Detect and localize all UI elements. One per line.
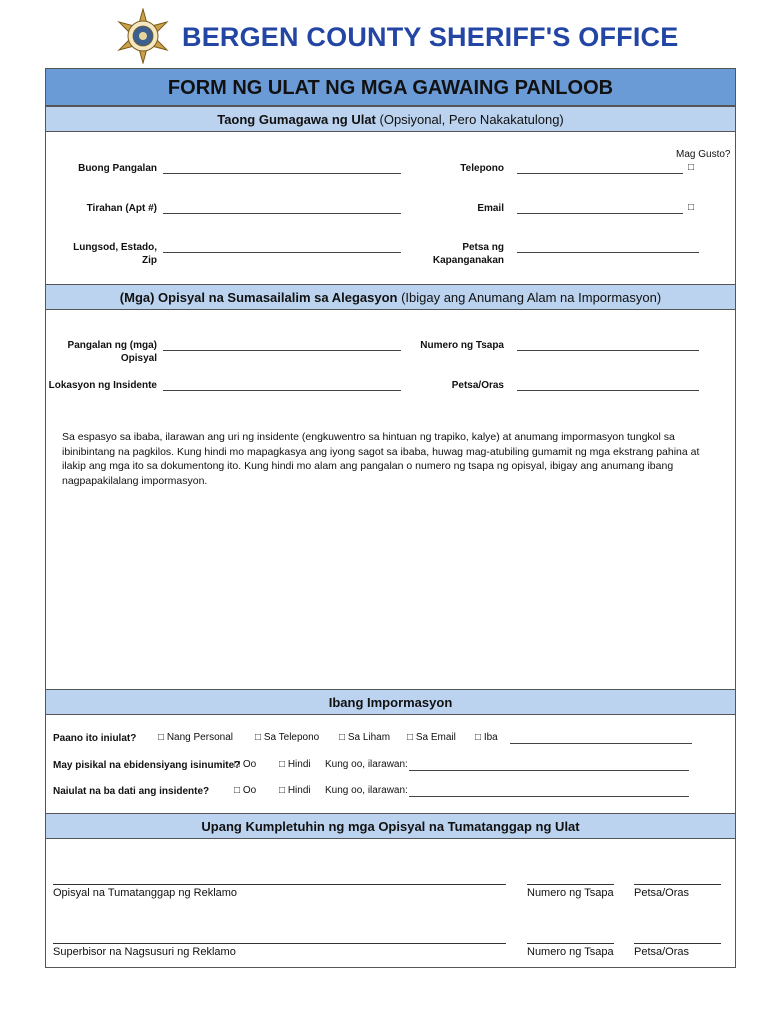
full-name-label: Buong Pangalan: [78, 163, 157, 174]
section-officer-heading-bold: (Mga) Opisyal na Sumasailalim sa Alegasyon: [119, 290, 398, 305]
report-method-question: Paano ito iniulat?: [53, 733, 137, 744]
supervisor-label: Superbisor na Nagsusuri ng Reklamo: [53, 946, 236, 958]
report-method-other-field[interactable]: [510, 743, 692, 744]
dob-label-line1: Petsa ng: [462, 242, 504, 253]
city-state-zip-label: [55, 241, 157, 267]
dob-label-line2: Kapanganakan: [432, 255, 504, 266]
officer-badge-field[interactable]: [517, 350, 699, 351]
phone-label: Telepono: [460, 163, 504, 174]
officer-name-label: [55, 339, 157, 365]
city-label-line2: Zip: [142, 255, 157, 266]
officer-name-label-line1: Pangalan ng (mga): [67, 340, 157, 351]
supervisor-date-label: Petsa/Oras: [634, 946, 690, 958]
city-label-line1: Lungsod, Estado,: [73, 242, 157, 253]
city-state-zip-field[interactable]: [163, 252, 401, 253]
incident-location-label: Lokasyon ng Insidente: [48, 380, 157, 391]
section-reporter-heading-note: (Opsiyonal, Pero Nakakatulong): [375, 112, 564, 127]
report-method-phone[interactable]: □ Sa Telepono: [255, 732, 320, 743]
receiving-officer-signature-line[interactable]: [53, 884, 506, 885]
section-reporter-heading-bold: Taong Gumagawa ng Ulat: [217, 112, 376, 127]
section-officer-heading-note: (Ibigay ang Anumang Alam na Impormasyon): [397, 290, 662, 305]
receiving-officer-date-line[interactable]: [634, 884, 721, 885]
supervisor-date-line[interactable]: [634, 943, 721, 944]
prior-report-describe-label: Kung oo, ilarawan:: [325, 785, 408, 796]
report-method-other[interactable]: □ Iba: [475, 732, 498, 743]
report-method-letter[interactable]: □ Sa Liham: [339, 732, 391, 743]
mag-gusto-label: Mag Gusto?: [676, 149, 731, 160]
officer-name-label-line2: Opisyal: [120, 353, 157, 364]
evidence-describe-field[interactable]: [409, 770, 689, 771]
report-method-in-person[interactable]: □ Nang Personal: [158, 732, 233, 743]
receiving-officer-date-label: Petsa/Oras: [634, 887, 690, 899]
report-method-email[interactable]: □ Sa Email: [407, 732, 456, 743]
sheriff-seal-logo: [115, 8, 171, 64]
prior-report-yes-checkbox[interactable]: □ Oo: [234, 785, 257, 796]
evidence-yes-checkbox[interactable]: □ Oo: [234, 759, 257, 770]
prior-report-describe-field[interactable]: [409, 796, 689, 797]
address-field[interactable]: [163, 213, 401, 214]
full-name-field[interactable]: [163, 173, 401, 174]
receiving-officer-badge-line[interactable]: [527, 884, 614, 885]
incident-datetime-label: Petsa/Oras: [451, 380, 504, 391]
email-field[interactable]: [517, 213, 683, 214]
section-officer-heading: [45, 284, 736, 310]
phone-field[interactable]: [517, 173, 683, 174]
receiving-officer-badge-label: Numero ng Tsapa: [527, 887, 614, 899]
email-label: Email: [477, 203, 504, 214]
dob-label: [404, 241, 504, 267]
officer-badge-label: Numero ng Tsapa: [420, 340, 504, 351]
incident-instructions: Sa espasyo sa ibaba, ilarawan ang uri ng insidente (engkuwentro sa hintuan ng trapiko, kalye) at anumang impormasyon tungkol sa ibinibintang na pagkilos. Kung hindi mo mapagkasya ang iyong sagot sa ibaba, huwag mag-atubiling gumamit ng mga ekstrang pahina at ilakip ang mga ito sa dokumentong ito. Kung hindi mo alam ang pangalan o numero ng tsapa ng opisyal, ibigay ang anumang ibang nagpapakilalang impormasyon.: [62, 431, 700, 487]
supervisor-badge-label: Numero ng Tsapa: [527, 946, 614, 958]
section-receiving-officer-heading: Upang Kumpletuhin ng mga Opisyal na Tumatanggap ng Ulat: [45, 813, 736, 839]
incident-datetime-field[interactable]: [517, 390, 699, 391]
email-contact-checkbox[interactable]: □: [688, 202, 695, 213]
prior-report-no-checkbox[interactable]: □ Hindi: [279, 785, 311, 796]
phone-contact-checkbox[interactable]: □: [688, 162, 695, 173]
dob-field[interactable]: [517, 252, 699, 253]
evidence-question: May pisikal na ebidensiyang isinumite?: [53, 760, 241, 771]
receiving-officer-label: Opisyal na Tumatanggap ng Reklamo: [53, 887, 238, 899]
section-other-info-heading: Ibang Impormasyon: [45, 689, 736, 715]
prior-report-question: Naiulat na ba dati ang insidente?: [53, 786, 210, 797]
address-label: Tirahan (Apt #): [86, 203, 157, 214]
evidence-no-checkbox[interactable]: □ Hindi: [279, 759, 311, 770]
incident-location-field[interactable]: [163, 390, 401, 391]
page-title: BERGEN COUNTY SHERIFF'S OFFICE: [182, 22, 679, 52]
supervisor-badge-line[interactable]: [527, 943, 614, 944]
section-reporter-heading: [45, 106, 736, 132]
form-title: FORM NG ULAT NG MGA GAWAING PANLOOB: [45, 68, 736, 106]
incident-description-area[interactable]: [48, 490, 733, 686]
supervisor-signature-line[interactable]: [53, 943, 506, 944]
evidence-describe-label: Kung oo, ilarawan:: [325, 759, 408, 770]
officer-name-field[interactable]: [163, 350, 401, 351]
